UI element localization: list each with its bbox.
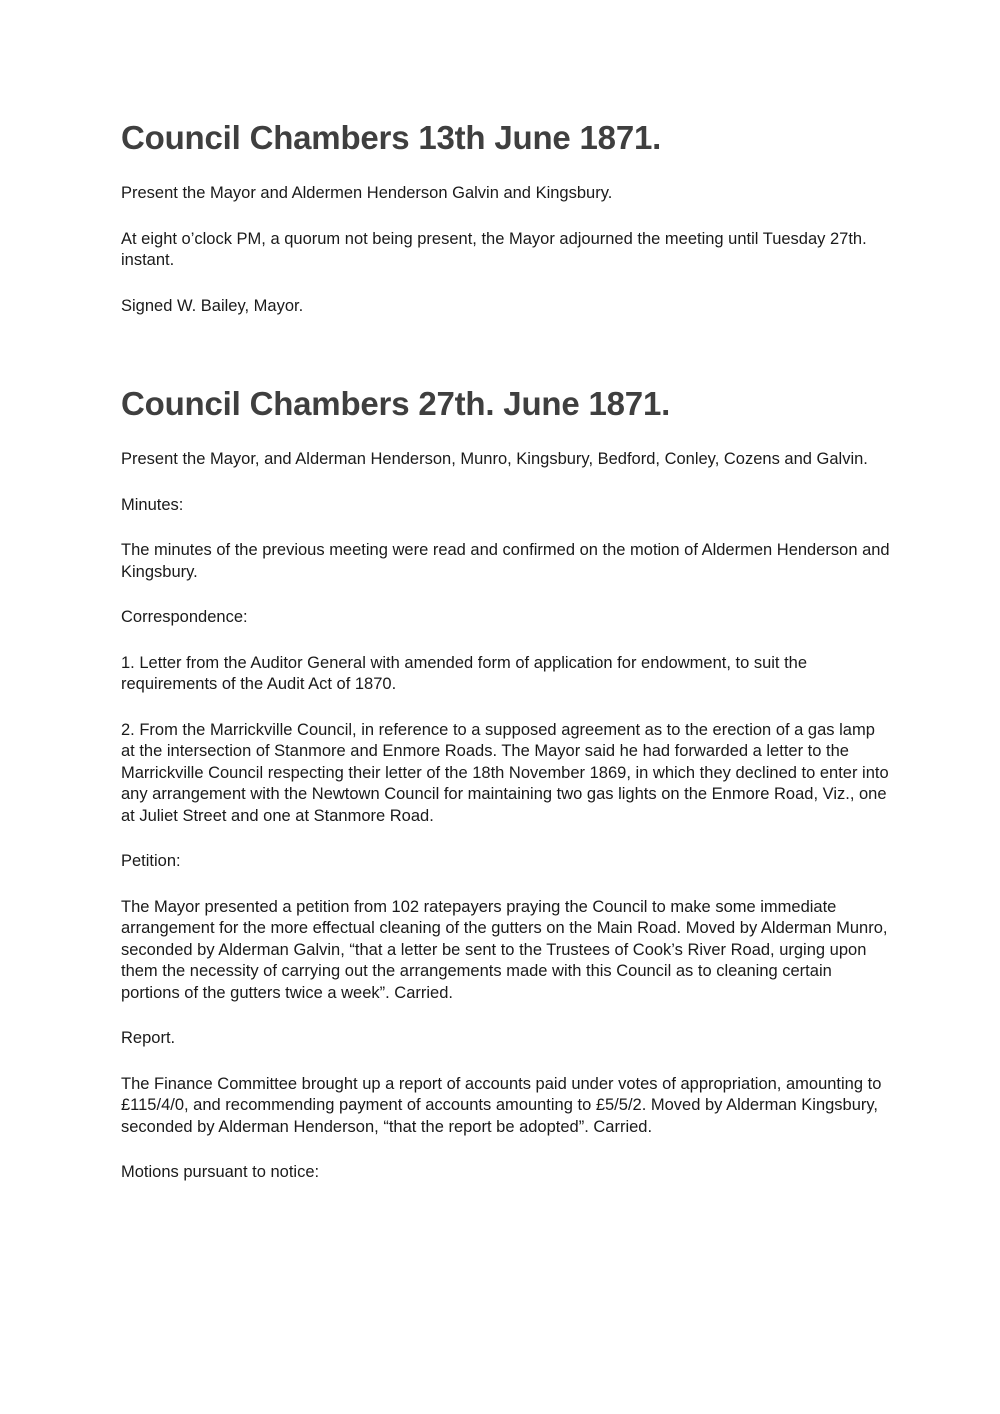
minutes-paragraph: The minutes of the previous meeting were read and confirmed on the motion of Aldermen Henderson and Kingsbury. [121, 541, 890, 581]
attendance-paragraph: Present the Mayor, and Alderman Henderson, Munro, Kingsbury, Bedford, Conley, Cozens and Galvin. [121, 450, 868, 468]
correspondence-item-2: 2. From the Marrickville Council, in reference to a supposed agreement as to the erection of a gas lamp at the intersection of Stanmore and Enmore Roads. The Mayor said he had forwarded a letter to the Marrickville Council respecting their letter of the 18th November 1869, in which they declined to enter into any arrangement with the Newtown Council for maintaining two gas lights on the Enmore Road, Viz., one at Juliet Street and one at Stanmore Road. [121, 720, 889, 825]
signature-paragraph: Signed W. Bailey, Mayor. [121, 296, 304, 315]
petition-paragraph: The Mayor presented a petition from 102 ratepayers praying the Council to make some immediate arrangement for the more effectual cleaning of the gutters on the Main Road. Moved by Alderman Munro, seconded by Alderman Galvin, “that a letter be sent to the Trustees of Cook’s River Road, urging upon them the necessity of carrying out the arrangements made with this Council as to cleaning certain portions of the gutters twice a week”. Carried. [121, 897, 888, 1002]
report-heading: Report. [121, 1029, 176, 1047]
section-title: Council Chambers 13th June 1871. [121, 119, 662, 156]
report-paragraph: The Finance Committee brought up a report of accounts paid under votes of appropriation, amounting to £115/4/0, and recommending payment of accounts amounting to £5/5/2. Moved by Alderman Kingsbury, seconded by Alderman Henderson, “that the report be adopted”. Carried. [121, 1074, 882, 1136]
attendance-paragraph: Present the Mayor and Aldermen Henderson Galvin and Kingsbury. [121, 184, 613, 202]
correspondence-item-1: 1. Letter from the Auditor General with amended form of application for endowment, to suit the requirements of the Audit Act of 1870. [121, 653, 808, 693]
petition-heading: Petition: [121, 852, 181, 870]
adjournment-paragraph: At eight o’clock PM, a quorum not being present, the Mayor adjourned the meeting until Tuesday 27th. instant. [121, 229, 867, 269]
minutes-heading: Minutes: [121, 495, 184, 514]
section-title: Council Chambers 27th. June 1871. [121, 385, 671, 422]
correspondence-heading: Correspondence: [121, 608, 248, 626]
document-page [121, 118, 891, 1184]
motions-heading: Motions pursuant to notice: [121, 1163, 320, 1181]
